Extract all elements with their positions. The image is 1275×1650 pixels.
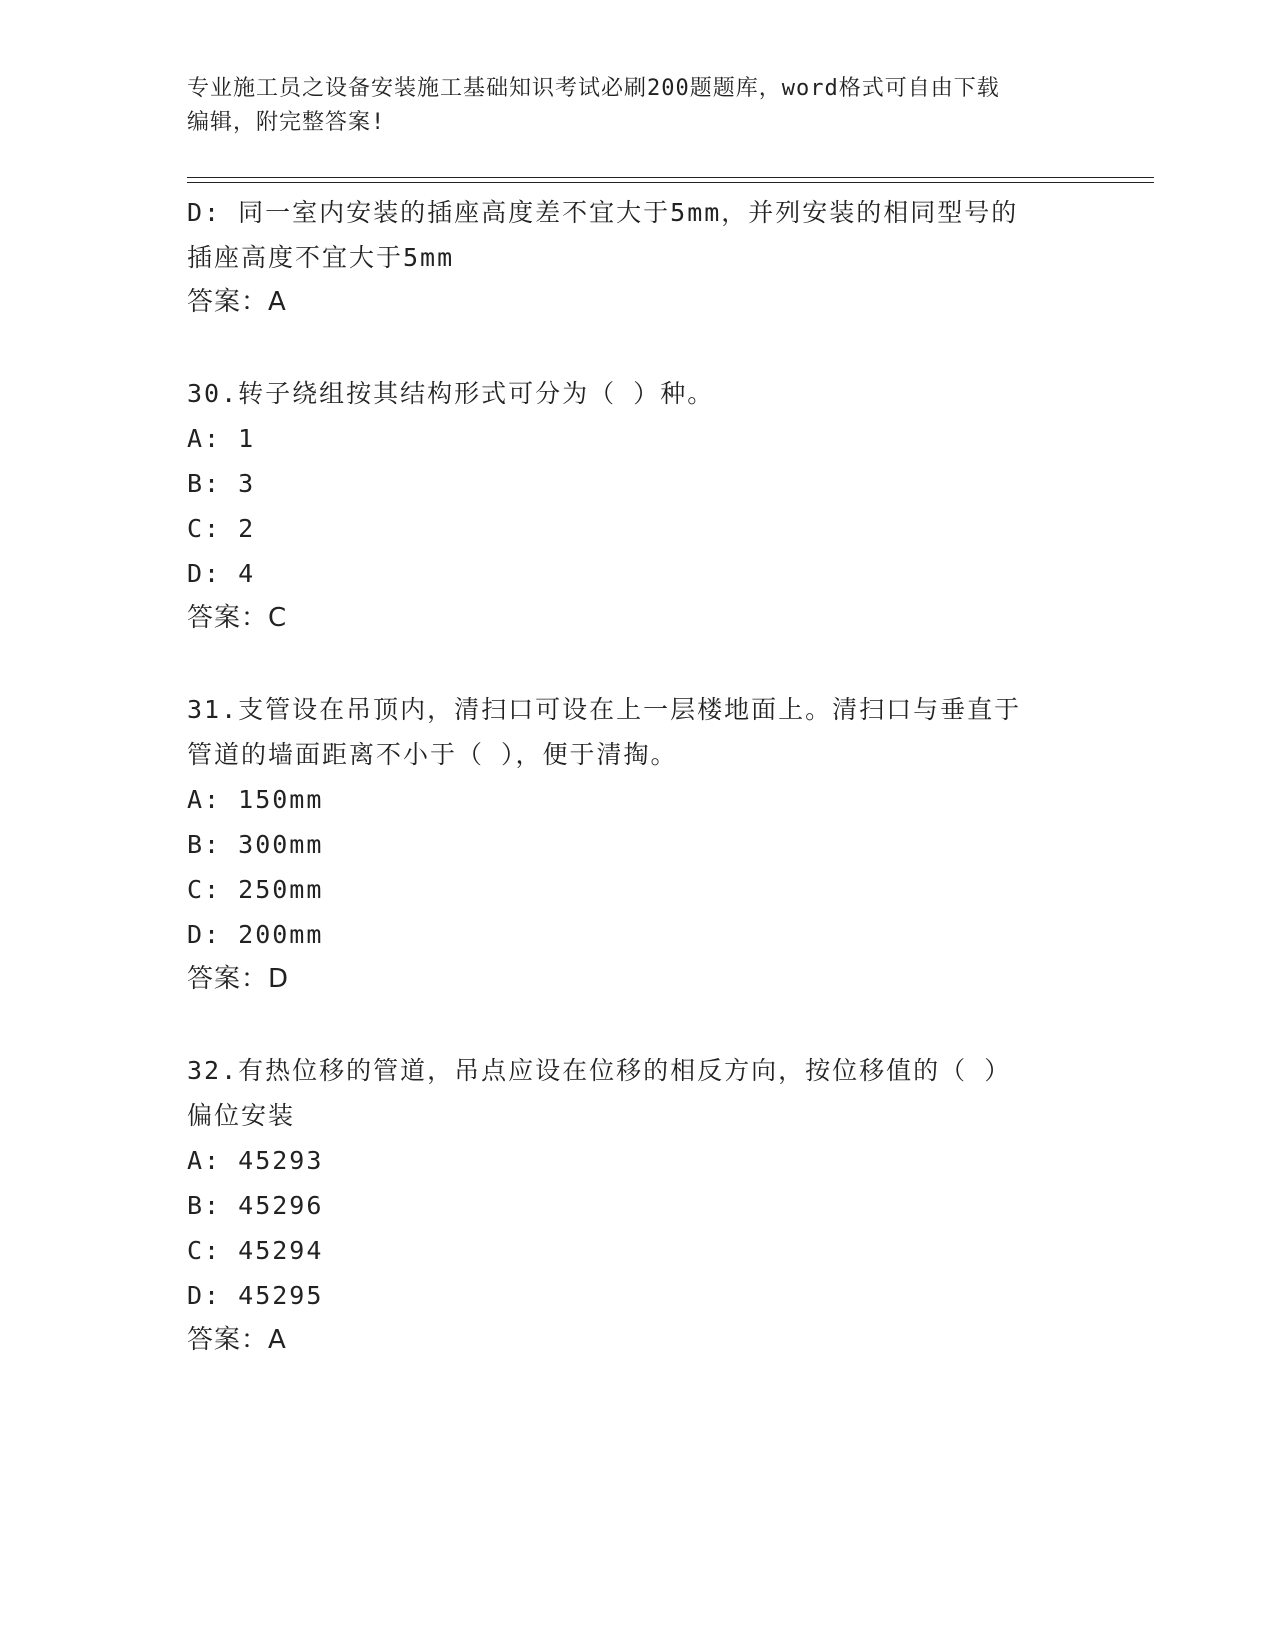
option-d: D: 200mm [187, 920, 324, 949]
answer-line: 答案：A [187, 287, 287, 317]
spacer [187, 1002, 1087, 1048]
question-stem-continued: 管道的墙面距离不小于（ ），便于清掏。 [187, 740, 678, 769]
question-32 [187, 1048, 1087, 1363]
header-title-line-1: 专业施工员之设备安装施工基础知识考试必刷200题题库，word格式可自由下载 [187, 76, 1000, 101]
question-31 [187, 687, 1087, 1002]
option-a: A: 1 [187, 424, 256, 453]
question-list [187, 190, 1087, 1363]
option-c: C: 45294 [187, 1236, 324, 1265]
option-b: B: 45296 [187, 1191, 324, 1220]
option-b: B: 3 [187, 469, 256, 498]
option-d-continued: 插座高度不宜大于5mm [187, 243, 455, 272]
header-title-line-2: 编辑，附完整答案! [187, 110, 386, 135]
answer-line: 答案：D [187, 964, 290, 994]
question-30 [187, 371, 1087, 641]
answer-line: 答案：A [187, 1325, 287, 1355]
answer-line: 答案：C [187, 603, 288, 633]
question-stem: 31.支管设在吊顶内，清扫口可设在上一层楼地面上。清扫口与垂直于 [187, 695, 1022, 724]
question-29-continued [187, 190, 1087, 325]
option-d: D: 45295 [187, 1281, 324, 1310]
header-divider-top [187, 177, 1154, 178]
option-a: A: 150mm [187, 785, 324, 814]
spacer [187, 641, 1087, 687]
option-a: A: 45293 [187, 1146, 324, 1175]
document-header [187, 72, 1087, 140]
option-c: C: 250mm [187, 875, 324, 904]
question-stem: 32.有热位移的管道，吊点应设在位移的相反方向，按位移值的（ ） [187, 1056, 1012, 1085]
spacer [187, 325, 1087, 371]
question-stem: 30.转子绕组按其结构形式可分为（ ）种。 [187, 379, 715, 408]
option-b: B: 300mm [187, 830, 324, 859]
option-d: D: 同一室内安装的插座高度差不宜大于5mm，并列安装的相同型号的 [187, 198, 1019, 227]
question-stem-continued: 偏位安装 [187, 1101, 296, 1130]
option-d: D: 4 [187, 559, 256, 588]
option-c: C: 2 [187, 514, 256, 543]
header-divider-bottom [187, 182, 1154, 183]
